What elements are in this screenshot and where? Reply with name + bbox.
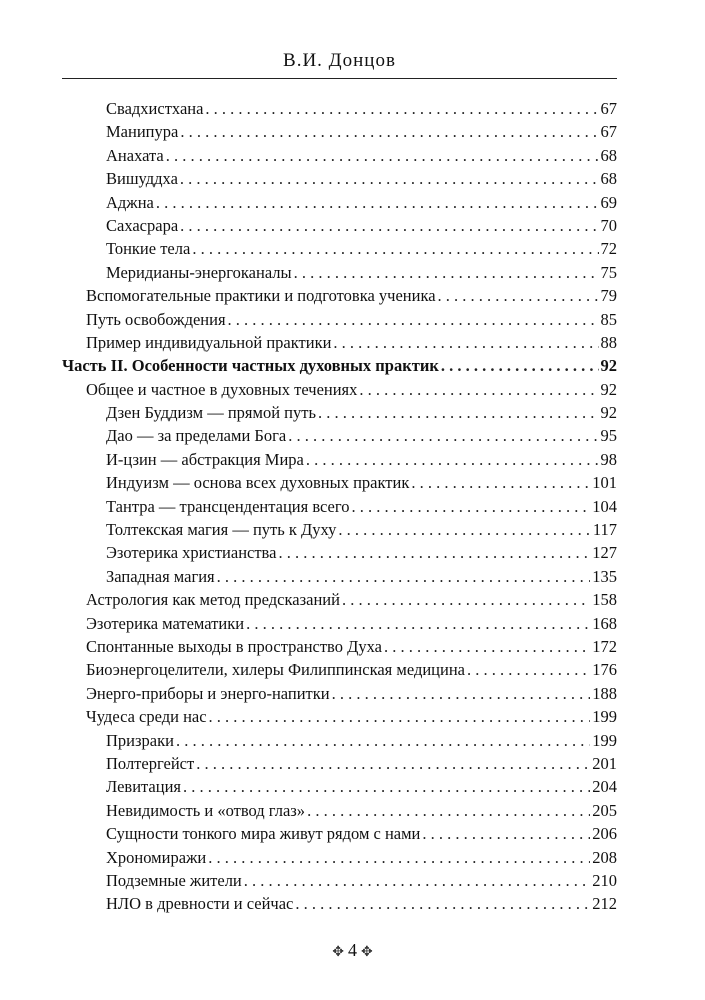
toc-leader-dots: [307, 799, 590, 822]
toc-entry-title: Невидимость и «отвод глаз»: [106, 800, 306, 820]
toc-entry-title: Энерго-приборы и энерго-напитки: [86, 683, 330, 703]
toc-leader-dots: [342, 588, 590, 611]
toc-entry: [62, 144, 617, 167]
toc-leader-dots: [192, 237, 598, 260]
toc-entry-page: 92: [600, 379, 617, 399]
toc-entry: [62, 237, 617, 260]
toc-leader-dots: [278, 541, 590, 564]
table-of-contents: [62, 97, 617, 916]
toc-leader-dots: [295, 892, 590, 915]
toc-entry: [62, 120, 617, 143]
toc-leader-dots: [422, 822, 590, 845]
running-header-author: В.И. Донцов: [283, 50, 396, 71]
toc-entry: [62, 588, 617, 611]
toc-entry-page: 206: [592, 824, 617, 844]
toc-entry-title: Дзен Буддизм — прямой путь: [106, 403, 316, 423]
toc-entry-title: Чудеса среди нас: [86, 707, 207, 727]
toc-leader-dots: [246, 612, 590, 635]
toc-leader-dots: [352, 495, 591, 518]
toc-entry: [62, 565, 617, 588]
toc-leader-dots: [183, 775, 590, 798]
toc-leader-dots: [333, 331, 598, 354]
toc-entry: [62, 658, 617, 681]
toc-leader-dots: [196, 752, 590, 775]
toc-entry-title: Сущности тонкого мира живут рядом с нами: [106, 824, 421, 844]
toc-entry: [62, 892, 617, 915]
toc-entry-title: Подземные жители: [106, 870, 242, 890]
toc-entry-page: 168: [592, 613, 617, 633]
toc-entry: [62, 354, 617, 377]
toc-leader-dots: [205, 97, 598, 120]
toc-entry-page: 95: [600, 426, 617, 446]
toc-entry-title: Толтекская магия — путь к Духу: [106, 520, 337, 540]
toc-entry-title: Эзотерика христианства: [106, 543, 277, 563]
toc-leader-dots: [217, 565, 591, 588]
ornament-left-icon: ✥: [332, 945, 344, 960]
toc-entry: [62, 191, 617, 214]
toc-entry: [62, 541, 617, 564]
toc-entry-page: 67: [600, 99, 617, 118]
toc-entry-title: Хрономиражи: [106, 847, 207, 867]
toc-entry-title: НЛО в древности и сейчас: [106, 894, 294, 914]
toc-entry: [62, 495, 617, 518]
toc-entry: [62, 308, 617, 331]
toc-entry: [62, 378, 617, 401]
toc-entry-title: Дао — за пределами Бога: [106, 426, 287, 446]
toc-leader-dots: [156, 191, 599, 214]
toc-entry-title: Тантра — трансцендентация всего: [106, 496, 350, 516]
toc-entry: [62, 822, 617, 845]
toc-entry-title: Свадхистхана: [106, 99, 204, 118]
toc-entry-page: 208: [592, 847, 617, 867]
toc-entry-page: 210: [592, 870, 617, 890]
toc-entry-page: 127: [592, 543, 617, 563]
toc-entry-page: 135: [592, 566, 617, 586]
toc-entry-page: 85: [600, 309, 617, 329]
toc-entry-page: 75: [600, 262, 617, 282]
toc-entry-title: Индуизм — основа всех духовных практик: [106, 473, 410, 493]
toc-entry: [62, 284, 617, 307]
toc-entry: [62, 97, 617, 120]
toc-leader-dots: [411, 471, 590, 494]
toc-entry-page: 204: [592, 777, 617, 797]
toc-entry: [62, 471, 617, 494]
toc-entry-title: Анахата: [106, 145, 164, 165]
toc-entry-page: 172: [592, 636, 617, 656]
toc-leader-dots: [332, 682, 591, 705]
toc-leader-dots: [166, 144, 599, 167]
toc-entry: [62, 167, 617, 190]
toc-entry-page: 68: [600, 145, 617, 165]
toc-entry-page: 79: [600, 286, 617, 306]
toc-leader-dots: [180, 120, 598, 143]
toc-leader-dots: [288, 424, 598, 447]
toc-entry: [62, 612, 617, 635]
toc-entry: [62, 448, 617, 471]
toc-entry-page: 67: [600, 122, 617, 142]
toc-entry-page: 212: [592, 894, 617, 914]
toc-entry-title: Астрология как метод предсказаний: [86, 590, 340, 610]
toc-entry-page: 98: [600, 449, 617, 469]
toc-entry-page: 104: [592, 496, 617, 516]
toc-leader-dots: [441, 354, 599, 377]
toc-entry-page: 201: [592, 753, 617, 773]
header-rule: [62, 78, 617, 79]
toc-entry-title: Эзотерика математики: [86, 613, 245, 633]
toc-entry: [62, 775, 617, 798]
toc-leader-dots: [180, 214, 598, 237]
toc-entry-title: Сахасрара: [106, 215, 179, 235]
toc-entry-page: 88: [600, 332, 617, 352]
toc-entry: [62, 424, 617, 447]
toc-entry-title: Меридианы-энергоканалы: [106, 262, 292, 282]
toc-entry-page: 188: [592, 683, 617, 703]
toc-entry-title: Западная магия: [106, 566, 215, 586]
toc-entry: [62, 846, 617, 869]
toc-entry: [62, 401, 617, 424]
toc-entry-page: 92: [600, 356, 617, 376]
toc-leader-dots: [359, 378, 598, 401]
toc-entry-title: Часть II. Особенности частных духовных практик: [62, 356, 439, 376]
toc-leader-dots: [467, 658, 590, 681]
toc-leader-dots: [180, 167, 599, 190]
toc-entry-title: Манипура: [106, 122, 179, 142]
toc-entry-page: 70: [600, 215, 617, 235]
toc-leader-dots: [208, 846, 590, 869]
toc-entry-page: 72: [600, 239, 617, 259]
toc-leader-dots: [318, 401, 599, 424]
toc-entry-title: Путь освобождения: [86, 309, 226, 329]
toc-entry-title: Вспомогательные практики и подготовка ученика: [86, 286, 436, 306]
toc-entry-page: 101: [592, 473, 617, 493]
toc-entry-title: Спонтанные выходы в пространство Духа: [86, 636, 382, 656]
toc-entry-title: Аджна: [106, 192, 154, 212]
toc-entry-title: Тонкие тела: [106, 239, 191, 259]
toc-entry-page: 199: [592, 730, 617, 750]
toc-entry: [62, 214, 617, 237]
toc-entry-page: 92: [600, 403, 617, 423]
toc-entry-title: Вишуддха: [106, 169, 178, 189]
toc-entry: [62, 729, 617, 752]
toc-entry: [62, 705, 617, 728]
page-number: 4: [348, 940, 357, 960]
toc-entry-page: 69: [600, 192, 617, 212]
toc-entry-title: Общее и частное в духовных течениях: [86, 379, 358, 399]
toc-leader-dots: [294, 261, 599, 284]
toc-entry-page: 176: [592, 660, 617, 680]
toc-entry-title: Полтергейст: [106, 753, 195, 773]
ornament-right-icon: ✥: [361, 945, 373, 960]
toc-leader-dots: [244, 869, 590, 892]
toc-entry-title: Призраки: [106, 730, 174, 750]
toc-leader-dots: [384, 635, 590, 658]
toc-entry-page: 68: [600, 169, 617, 189]
toc-leader-dots: [438, 284, 599, 307]
toc-leader-dots: [306, 448, 599, 471]
toc-entry: [62, 869, 617, 892]
page-footer: [0, 940, 705, 961]
toc-entry-title: Биоэнергоцелители, хилеры Филиппинская медицина: [86, 660, 465, 680]
toc-entry-page: 199: [592, 707, 617, 727]
toc-entry: [62, 331, 617, 354]
toc-entry-page: 117: [592, 520, 617, 540]
toc-leader-dots: [176, 729, 590, 752]
toc-entry-title: Левитация: [106, 777, 182, 797]
toc-entry: [62, 682, 617, 705]
toc-leader-dots: [338, 518, 590, 541]
toc-entry-title: Пример индивидуальной практики: [86, 332, 332, 352]
toc-entry-page: 158: [592, 590, 617, 610]
toc-entry-page: 205: [592, 800, 617, 820]
toc-entry: [62, 799, 617, 822]
toc-leader-dots: [228, 308, 599, 331]
toc-entry: [62, 261, 617, 284]
toc-entry: [62, 635, 617, 658]
toc-entry-title: И-цзин — абстракция Мира: [106, 449, 304, 469]
toc-leader-dots: [209, 705, 591, 728]
toc-entry: [62, 752, 617, 775]
toc-entry: [62, 518, 617, 541]
